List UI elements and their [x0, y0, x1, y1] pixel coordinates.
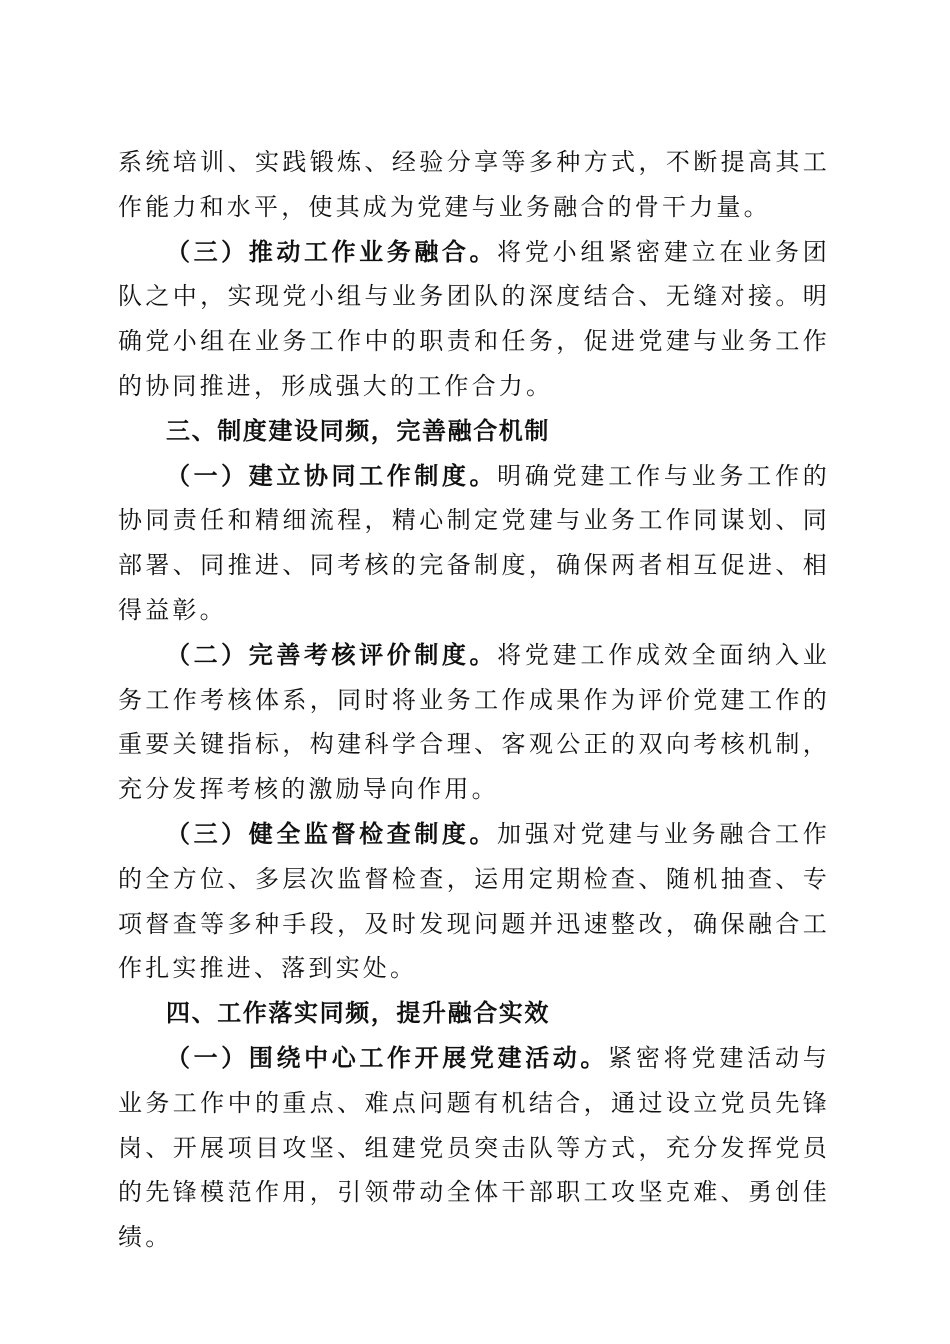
body-paragraph: [118, 454, 830, 633]
paragraph-lead: （一）建立协同工作制度。: [166, 461, 498, 490]
section-heading: 三、制度建设同频，完善融合机制: [166, 416, 550, 445]
paragraph-lead: （二）完善考核评价制度。: [166, 640, 498, 669]
paragraph-text: 加强对党建与业务融合工作的全方位、多层次监督检查，运用定期检查、随机抽查、专项督查等多种手段，及时发现问题并迅速整改，确保融合工作扎实推进、落到实处。: [118, 819, 830, 983]
body-paragraph: [118, 140, 830, 230]
body-paragraph: [118, 230, 830, 409]
section-heading: 四、工作落实同频，提升融合实效: [166, 999, 550, 1028]
body-paragraph: [118, 812, 830, 991]
paragraph-text: 明确党建工作与业务工作的协同责任和精细流程，精心制定党建与业务工作同谋划、同部署、同推进、同考核的完备制度，确保两者相互促进、相得益彰。: [118, 461, 830, 624]
paragraph-lead: （三）健全监督检查制度。: [166, 819, 498, 848]
document-page: [118, 140, 830, 1260]
paragraph-text: 将党小组紧密建立在业务团队之中，实现党小组与业务团队的深度结合、无缝对接。明确党小组在业务工作中的职责和任务，促进党建与业务工作的协同推进，形成强大的工作合力。: [118, 237, 830, 400]
paragraph-lead: （三）推动工作业务融合。: [166, 237, 498, 266]
paragraph-text: 将党建工作成效全面纳入业务工作考核体系，同时将业务工作成果作为评价党建工作的重要关键指标，构建科学合理、客观公正的双向考核机制，充分发挥考核的激励导向作用。: [118, 640, 830, 804]
paragraph-lead: （一）围绕中心工作开展党建活动。: [166, 1043, 609, 1072]
paragraph-text: 系统培训、实践锻炼、经验分享等多种方式，不断提高其工作能力和水平，使其成为党建与业务融合的骨干力量。: [118, 148, 830, 221]
paragraph-text: 紧密将党建活动与业务工作中的重点、难点问题有机结合，通过设立党员先锋岗、开展项目攻坚、组建党员突击队等方式，充分发挥党员的先锋模范作用，引领带动全体干部职工攻坚克难、勇创佳绩。: [118, 1043, 830, 1252]
body-paragraph: [118, 1036, 830, 1260]
body-paragraph: [118, 633, 830, 812]
